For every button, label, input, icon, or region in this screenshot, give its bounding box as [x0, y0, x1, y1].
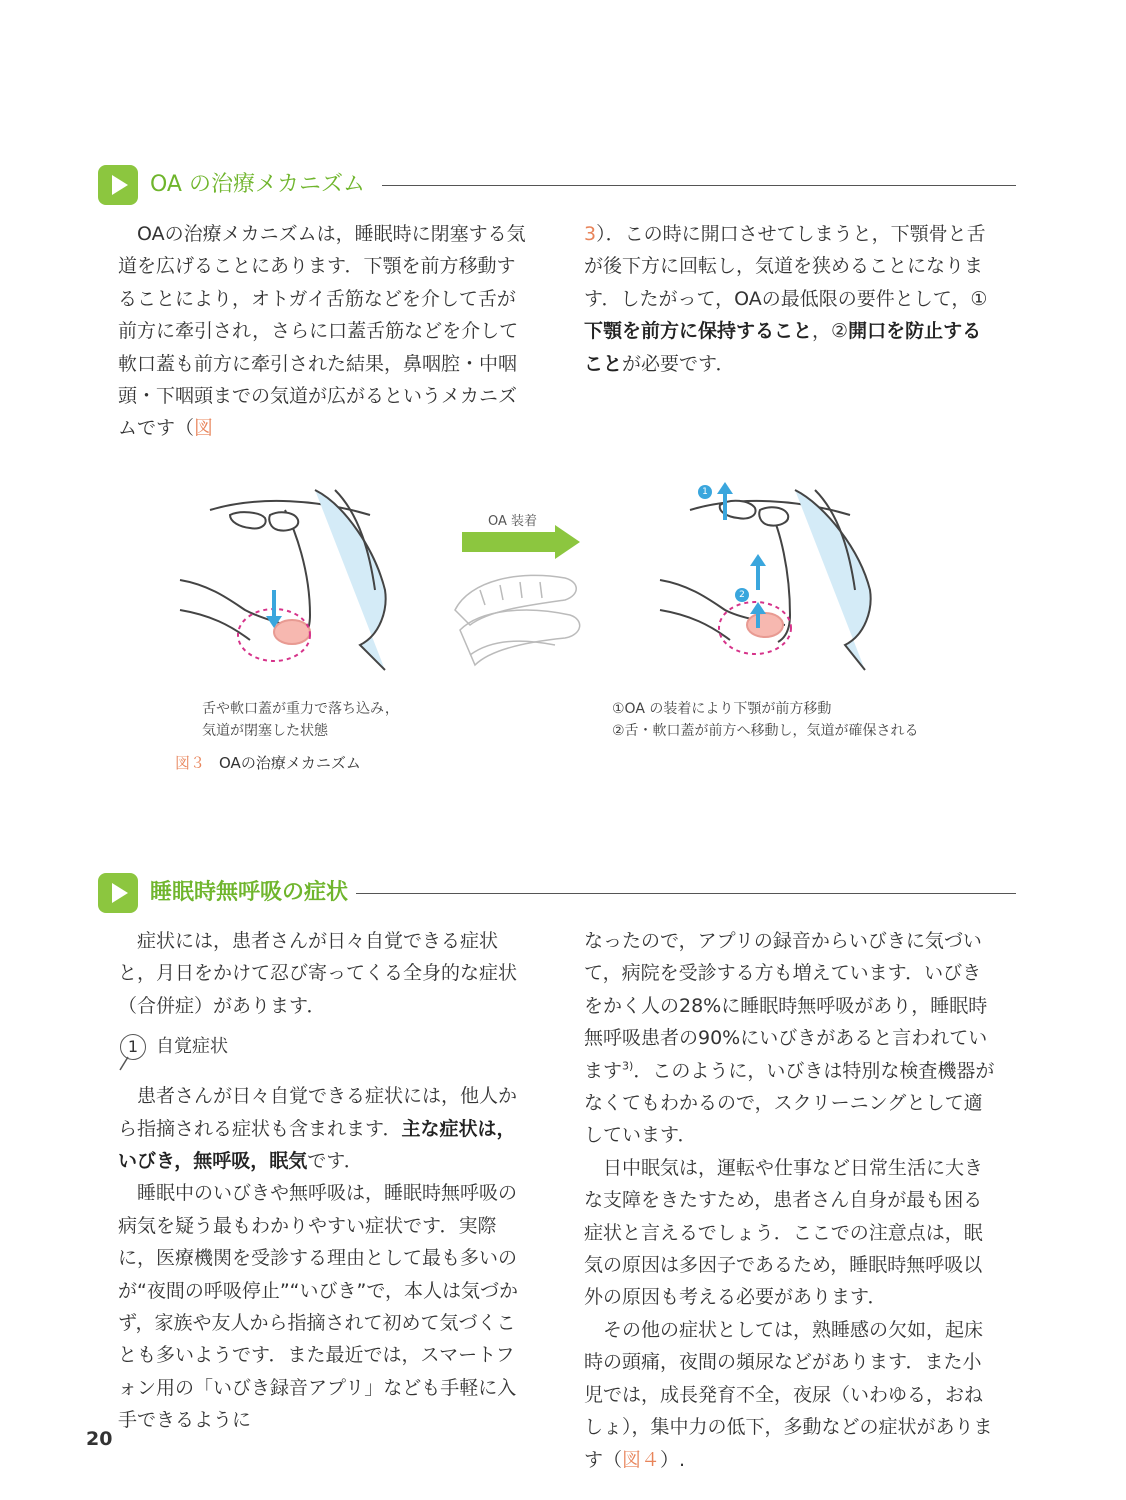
- figure-oa-mechanism: [170, 470, 970, 770]
- figure-reference[interactable]: 図４: [622, 1448, 661, 1471]
- section2-column-left: [118, 925, 530, 1437]
- body-paragraph: 睡眠中のいびきや無呼吸は，睡眠時無呼吸の病気を疑う最もわかりやすい症状です．実際に，医療機関を受診する理由として最も多いのが“夜間の呼吸停止”“いびき”で，本人は気づかず，家族や友人から指摘されて初めて気づくことも多いようです．また最近では，スマートフォン用の「いびき録音アプリ」なども手軽に入手できるように: [118, 1182, 518, 1432]
- caption-after: [612, 698, 919, 742]
- marker-1-label: 1: [702, 487, 708, 497]
- subheading-label: 自覚症状: [156, 1036, 228, 1058]
- body-text: その他の症状としては，熟睡感の欠如，起床時の頭痛，夜間の頻尿などがあります．また小児では，成長発育不全，夜尿（いわゆる，おねしょ），集中力の低下，多動などの症状があります（: [584, 1318, 993, 1471]
- head-illustration-before: [180, 490, 386, 670]
- magnifier-tail-icon: [118, 1056, 134, 1072]
- divider: [356, 893, 1016, 894]
- section1-column-left: [118, 218, 530, 445]
- caption-before: [202, 698, 399, 742]
- section-title: OA の治療メカニズム: [150, 172, 365, 197]
- bold-text: 主な症状は，いびき，無呼吸，眠気: [118, 1117, 516, 1173]
- section-heading-oa-mechanism: [98, 165, 1016, 205]
- body-text: OAの治療メカニズムは，睡眠時に閉塞する気道を広げることにあります．下顎を前方移動することにより，オトガイ舌筋などを介して舌が前方に牽引され，さらに口蓋舌筋などを介して軟口蓋も前方に牽引された結果，鼻咽腔・中咽頭・下咽頭までの気道が広がるというメカニズムです（: [118, 223, 526, 440]
- subheading-subjective-symptoms: [118, 1032, 530, 1072]
- body-text: なったので，アプリの録音からいびきに気づいて，病院を受診する方も増えています．いびきをかく人の28%に睡眠時無呼吸があり，睡眠時無呼吸患者の90%にいびきがあると言われています: [584, 930, 988, 1082]
- play-triangle-icon: [98, 165, 138, 205]
- section2-column-right: [584, 925, 996, 1476]
- body-text: が必要です．: [622, 352, 735, 375]
- body-text: です．: [307, 1150, 363, 1173]
- figure-title: OAの治療メカニズム: [219, 754, 361, 772]
- caption-line: 舌や軟口蓋が重力で落ち込み，: [202, 701, 399, 717]
- section-heading-symptoms: [98, 873, 1016, 913]
- citation-superscript: 3): [622, 1059, 634, 1073]
- section-title: 睡眠時無呼吸の症状: [150, 880, 349, 905]
- bold-text: 下顎を前方に保持すること: [584, 320, 813, 343]
- page-number: 20: [86, 1428, 113, 1450]
- subheading-number: 1: [120, 1034, 146, 1060]
- body-paragraph: 日中眠気は，運転や仕事など日常生活に大きな支障をきたすため，患者さん自身が最も困る症状と言えるでしょう．ここでの注意点は，眠気の原因は多因子であるため，睡眠時無呼吸以外の原因も考える必要があります．: [584, 1156, 984, 1309]
- figure-reference[interactable]: 3: [584, 223, 597, 245]
- intro-paragraph: 症状には，患者さんが日々自覚できる症状と，月日をかけて忍び寄ってくる全身的な症状（合併症）があります．: [118, 930, 518, 1017]
- oral-appliance-icon: [455, 575, 580, 665]
- body-text: ．このように，いびきは特別な検査機器がなくてもわかるので，スクリーニングとして適しています．: [584, 1059, 995, 1147]
- figure-illustration: [170, 470, 970, 700]
- body-text: 患者さんが日々自覚できる症状には，他人から指摘される症状も含まれます．: [118, 1085, 518, 1140]
- head-illustration-after: [660, 490, 871, 670]
- body-text: ，②: [812, 320, 849, 343]
- figure-reference[interactable]: 図: [194, 417, 214, 440]
- body-text: ）．この時に開口させてしまうと，下顎骨と舌が後下方に回転し，気道を狭めることになります．したがって，OAの最低限の要件として，①: [584, 223, 988, 310]
- figure-label: [175, 752, 361, 773]
- play-triangle-icon: [98, 873, 138, 913]
- section1-column-right: [584, 218, 996, 380]
- caption-line: ①OA の装着により下顎が前方移動: [612, 701, 832, 717]
- marker-2-label: 2: [739, 590, 745, 600]
- body-text: ）.: [660, 1448, 686, 1471]
- caption-line: ②舌・軟口蓋が前方へ移動し，気道が確保される: [612, 723, 919, 739]
- bold-text: 開口を防止すること: [584, 320, 982, 375]
- caption-line: 気道が閉塞した状態: [202, 723, 328, 739]
- oa-arrow-icon: [462, 525, 580, 559]
- divider: [382, 185, 1016, 186]
- figure-number: 図３: [175, 754, 206, 772]
- oa-arrow-label: OA 装着: [488, 514, 538, 529]
